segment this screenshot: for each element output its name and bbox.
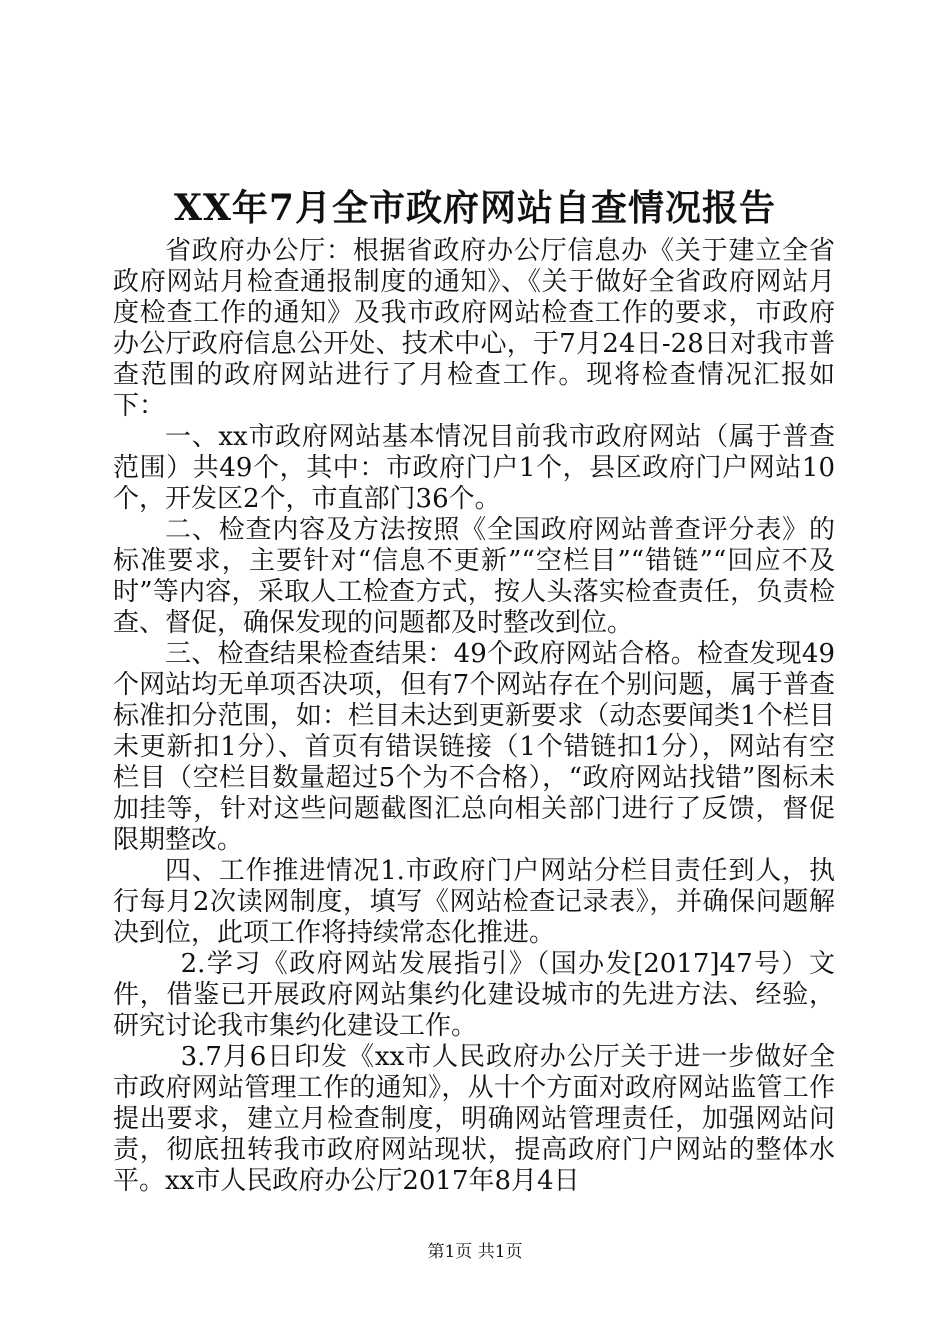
paragraph-item-3: 3.7月6日印发《xx市人民政府办公厅关于进一步做好全市政府网站管理工作的通知》，从十个方面对政府网站监管工作提出要求，建立月检查制度，明确网站管理责任，加强网站问责，彻底扭转我市政府网站现状，提高政府门户网站的整体水平。xx市人民政府办公厅2017年8月4日 <box>113 1042 835 1196</box>
document-body <box>113 236 835 1197</box>
paragraph-intro: 省政府办公厅：根据省政府办公厅信息办《关于建立全省政府网站月检查通报制度的通知》、《关于做好全省政府网站月度检查工作的通知》及我市政府网站检查工作的要求，市政府办公厅政府信息公开处、技术中心，于7月24日-28日对我市普查范围的政府网站进行了月检查工作。现将检查情况汇报如下： <box>113 236 835 421</box>
paragraph-section-2: 二、检查内容及方法按照《全国政府网站普查评分表》的标准要求，主要针对“信息不更新”“空栏目”“错链”“回应不及时”等内容，采取人工检查方式，按人头落实检查责任，负责检查、督促，确保发现的问题都及时整改到位。 <box>113 515 835 638</box>
paragraph-item-2: 2.学习《政府网站发展指引》（国办发[2017]47号）文件，借鉴已开展政府网站集约化建设城市的先进方法、经验，研究讨论我市集约化建设工作。 <box>113 949 835 1041</box>
page-footer: 第1页 共1页 <box>427 1242 523 1262</box>
paragraph-section-1: 一、xx市政府网站基本情况目前我市政府网站（属于普查范围）共49个，其中：市政府门户1个，县区政府门户网站10个，开发区2个，市直部门36个。 <box>113 422 835 514</box>
paragraph-section-3: 三、检查结果检查结果：49个政府网站合格。检查发现49个网站均无单项否决项，但有7个网站存在个别问题，属于普查标准扣分范围，如：栏目未达到更新要求（动态要闻类1个栏目未更新扣1分）、首页有错误链接（1个错链扣1分），网站有空栏目（空栏目数量超过5个为不合格），“政府网站找错”图标未加挂等，针对这些问题截图汇总向相关部门进行了反馈，督促限期整改。 <box>113 639 835 855</box>
document-title: XX年7月全市政府网站自查情况报告 <box>174 187 776 229</box>
paragraph-section-4: 四、工作推进情况1.市政府门户网站分栏目责任到人，执行每月2次读网制度，填写《网站检查记录表》，并确保问题解决到位，此项工作将持续常态化推进。 <box>113 856 835 948</box>
